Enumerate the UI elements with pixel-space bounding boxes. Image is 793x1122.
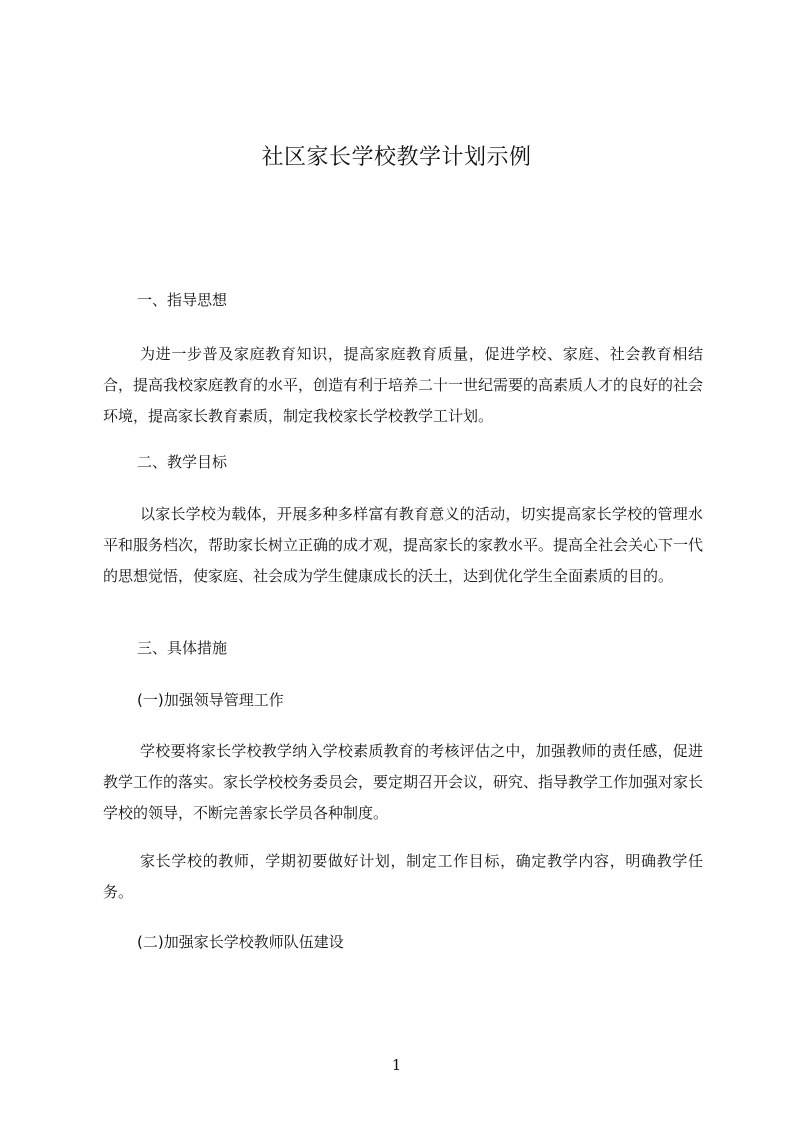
paragraph-leadership-1: 学校要将家长学校教学纳入学校素质教育的考核评估之中，加强教师的责任感，促进教学工作的落实。家长学校校务委员会，要定期召开会议，研究、指导教学工作加强对家长学校的领导，不断完善家长学员各种制度。 <box>103 742 704 822</box>
paragraph-guiding-thought: 为进一步普及家庭教育知识，提高家庭教育质量，促进学校、家庭、社会教育相结合，提高我校家庭教育的水平，创造有利于培养二十一世纪需要的高素质人才的良好的社会环境，提高家长教育素质，制定我校家长学校教学工计划。 <box>103 345 704 425</box>
section-heading-teaching-goals: 二、教学目标 <box>137 453 228 471</box>
section-heading-specific-measures: 三、具体措施 <box>137 639 228 657</box>
subsection-heading-teacher-team: (二)加强家长学校教师队伍建设 <box>137 933 344 951</box>
document-title: 社区家长学校教学计划示例 <box>261 145 532 170</box>
paragraph-teaching-goals: 以家长学校为载体，开展多种多样富有教育意义的活动，切实提高家长学校的管理水平和服务档次，帮助家长树立正确的成才观，提高家长的家教水平。提高全社会关心下一代的思想觉悟，使家庭、社会成为学生健康成长的沃土，达到优化学生全面素质的目的。 <box>103 505 704 585</box>
page-number: 1 <box>391 1056 402 1074</box>
paragraph-leadership-2: 家长学校的教师，学期初要做好计划，制定工作目标，确定教学内容，明确教学任务。 <box>103 852 703 901</box>
section-heading-guiding-thought: 一、指导思想 <box>137 291 228 309</box>
subsection-heading-leadership: (一)加强领导管理工作 <box>137 691 284 709</box>
